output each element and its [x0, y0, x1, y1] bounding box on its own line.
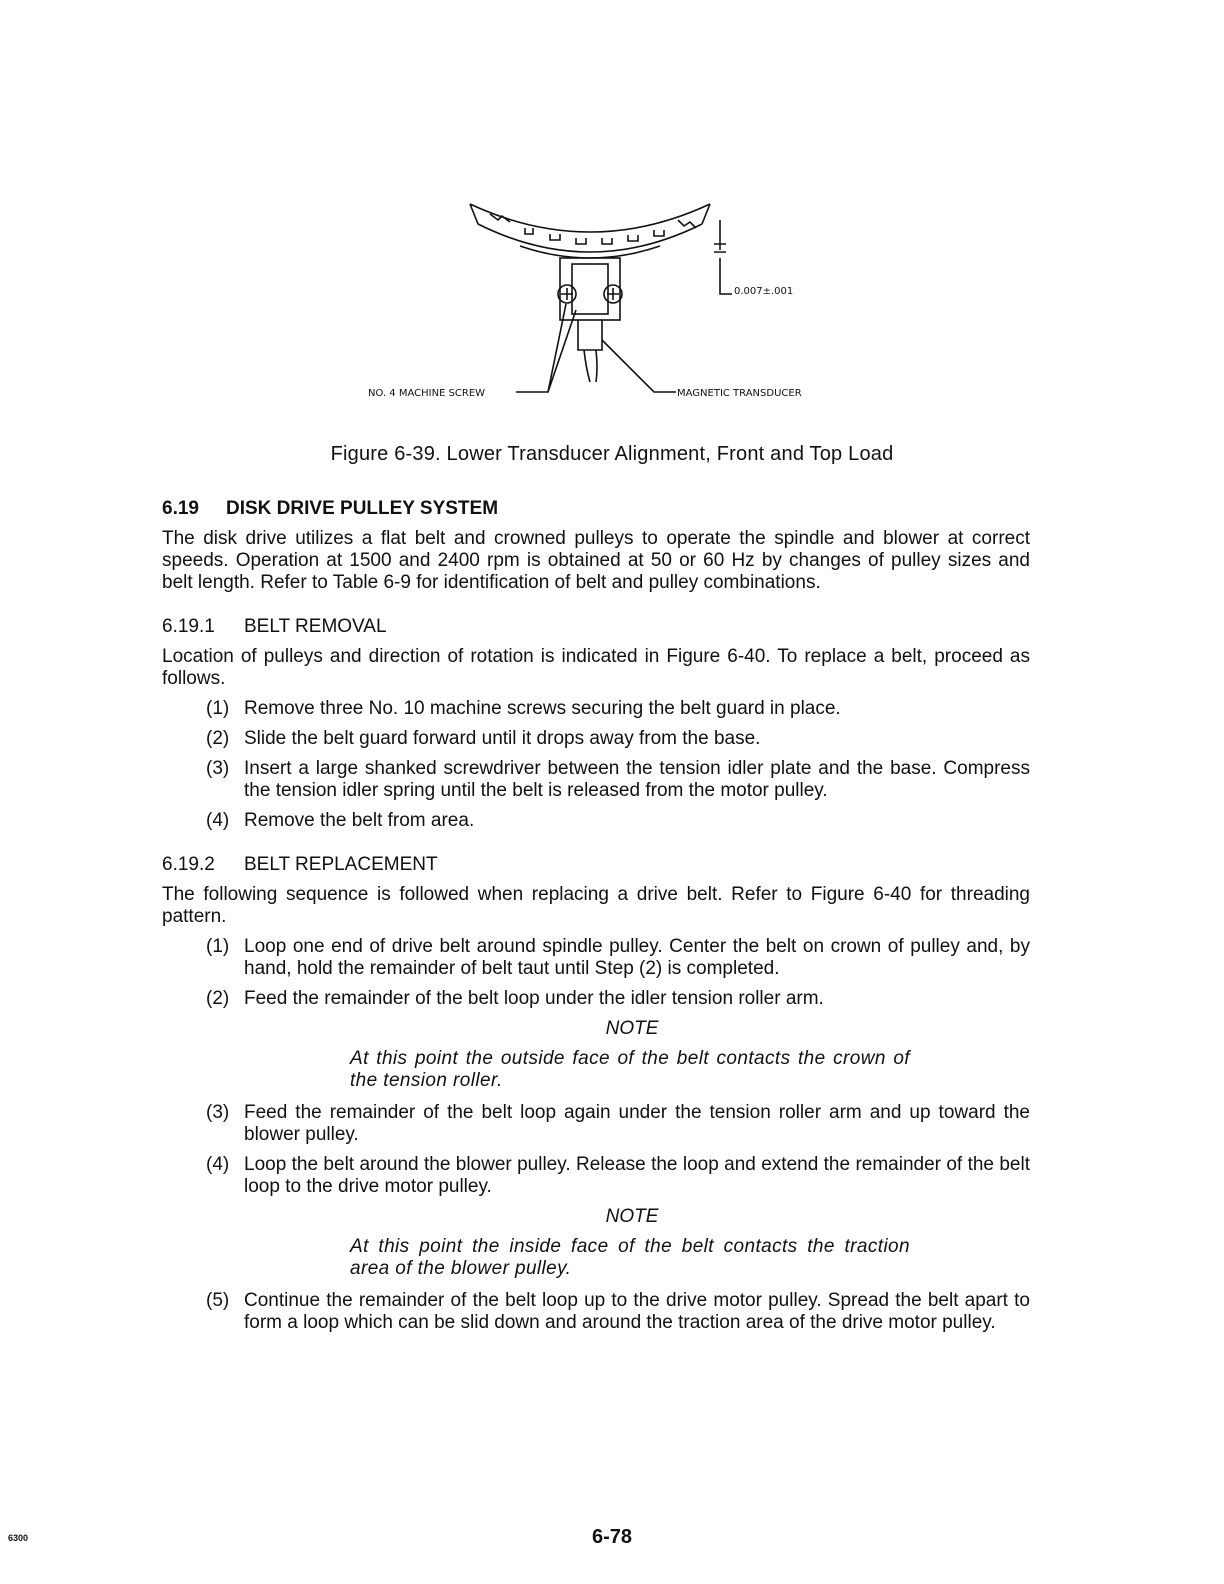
replacement-number: 6.19.2	[162, 854, 215, 875]
replacement-heading	[162, 854, 1030, 876]
removal-intro: Location of pulleys and direction of rotation is indicated in Figure 6-40. To replace a belt, proceed as follows.	[162, 646, 1030, 689]
list-item	[162, 1290, 1030, 1334]
dimension-label: 0.007±.001	[734, 286, 794, 297]
list-item	[162, 728, 1030, 750]
step-text: Loop one end of drive belt around spindle pulley. Center the belt on crown of pulley and, by hand, hold the remainder of belt taut until Step (2) is completed.	[244, 936, 1030, 979]
screw-label: NO. 4 MACHINE SCREW	[368, 388, 486, 399]
step-text: Remove the belt from area.	[244, 810, 475, 831]
section-heading	[162, 498, 1030, 520]
document-body	[162, 498, 1030, 1342]
step-number: (2)	[206, 988, 230, 1009]
step-text: Slide the belt guard forward until it drops away from the base.	[244, 728, 761, 749]
step-text: Insert a large shanked screwdriver between the tension idler plate and the base. Compress the tension idler spring until the belt is released from the motor pulley.	[244, 758, 1030, 801]
transducer-diagram	[340, 190, 860, 420]
step-number: (3)	[206, 1102, 230, 1123]
transducer-alignment-figure	[340, 190, 860, 420]
removal-steps	[162, 698, 1030, 832]
step-number: (3)	[206, 758, 230, 779]
list-item	[162, 758, 1030, 802]
step-text: Loop the belt around the blower pulley. Release the loop and extend the remainder of the belt loop to the drive motor pulley.	[244, 1154, 1030, 1197]
note-heading: NOTE	[605, 1206, 659, 1227]
section-intro: The disk drive utilizes a flat belt and crowned pulleys to operate the spindle and blower at correct speeds. Operation at 1500 and 2400 rpm is obtained at 50 or 60 Hz by changes of pulley sizes and belt length. Refer to Table 6-9 for identification of belt and pulley combinations.	[162, 528, 1030, 593]
figure-caption: Figure 6-39. Lower Transducer Alignment, Front and Top Load	[330, 443, 894, 465]
replacement-steps-final	[162, 1290, 1030, 1334]
step-number: (4)	[206, 810, 230, 831]
list-item	[162, 1154, 1030, 1198]
step-number: (1)	[206, 698, 230, 719]
list-item	[162, 1102, 1030, 1146]
list-item	[162, 988, 1030, 1010]
step-number: (2)	[206, 728, 230, 749]
removal-title: BELT REMOVAL	[244, 616, 387, 637]
note-text: At this point the inside face of the belt contacts the traction area of the blower pulley.	[350, 1236, 910, 1279]
step-number: (1)	[206, 936, 230, 957]
replacement-steps-cont	[162, 1102, 1030, 1198]
removal-heading	[162, 616, 1030, 638]
replacement-steps	[162, 936, 1030, 1010]
step-number: (4)	[206, 1154, 230, 1175]
note-text: At this point the outside face of the belt contacts the crown of the tension roller.	[350, 1048, 910, 1091]
list-item	[162, 810, 1030, 832]
step-number: (5)	[206, 1290, 230, 1311]
document-id: 6300	[8, 1533, 29, 1543]
note-heading: NOTE	[605, 1018, 659, 1039]
section-number: 6.19	[162, 498, 199, 519]
list-item	[162, 698, 1030, 720]
list-item	[162, 936, 1030, 980]
step-text: Feed the remainder of the belt loop under the idler tension roller arm.	[244, 988, 824, 1009]
page-number: 6-78	[591, 1526, 633, 1548]
step-text: Feed the remainder of the belt loop again under the tension roller arm and up toward the blower pulley.	[244, 1102, 1030, 1145]
replacement-title: BELT REPLACEMENT	[244, 854, 438, 875]
step-text: Remove three No. 10 machine screws securing the belt guard in place.	[244, 698, 841, 719]
replacement-intro: The following sequence is followed when replacing a drive belt. Refer to Figure 6-40 for threading pattern.	[162, 884, 1030, 927]
transducer-label: MAGNETIC TRANSDUCER	[677, 388, 802, 399]
section-title: DISK DRIVE PULLEY SYSTEM	[226, 498, 499, 519]
removal-number: 6.19.1	[162, 616, 215, 637]
step-text: Continue the remainder of the belt loop up to the drive motor pulley. Spread the belt apart to form a loop which can be slid down and around the traction area of the drive motor pulley.	[244, 1290, 1030, 1333]
